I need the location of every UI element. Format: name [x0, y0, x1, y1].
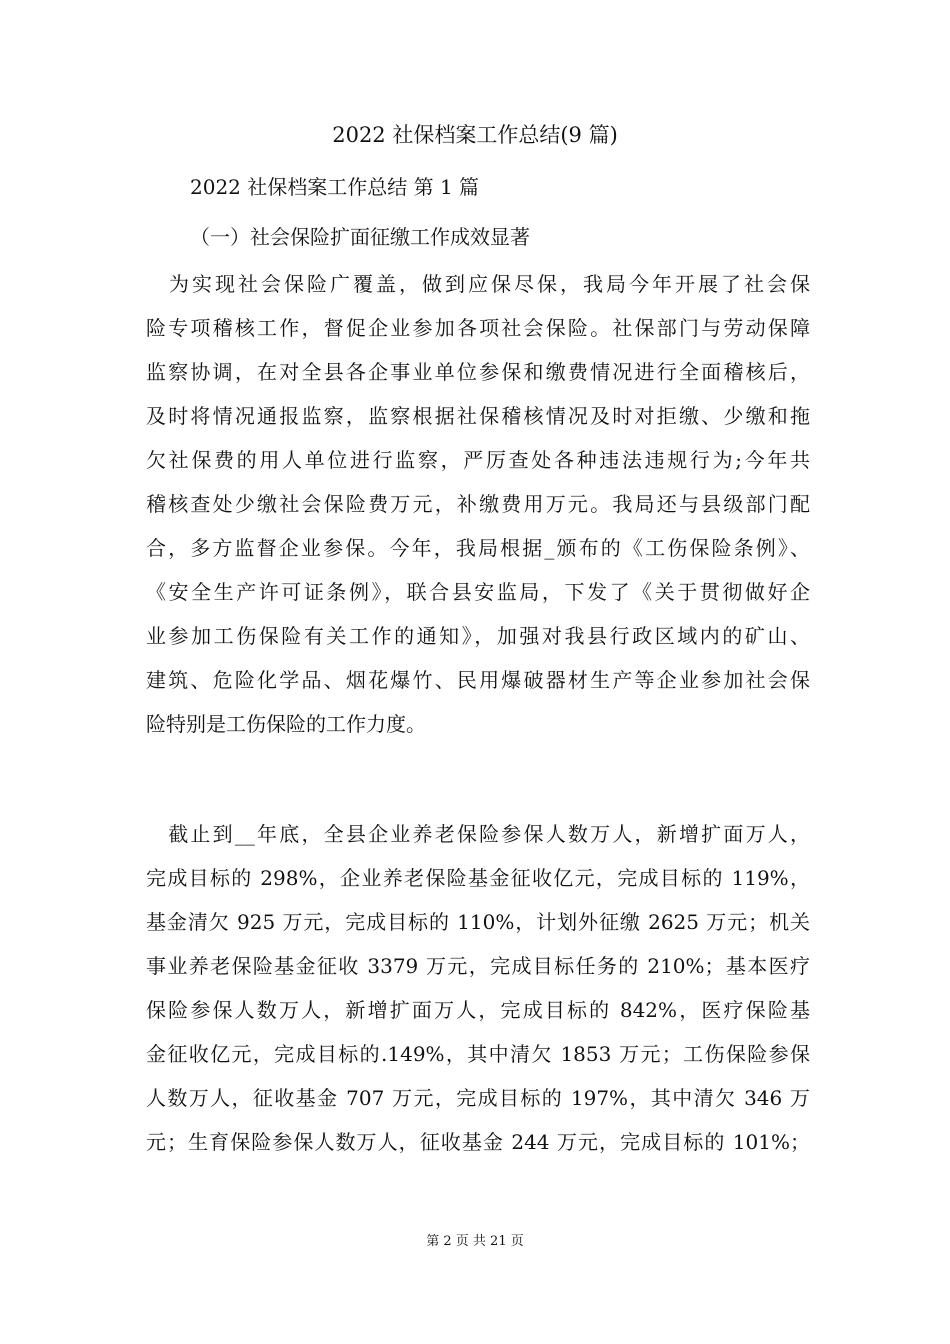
paragraph-line: 合，多方监督企业参保。今年，我局根据_颁布的《工伤保险条例》、	[146, 536, 810, 560]
paragraph-line: 稽核查处少缴社会保险费万元，补缴费用万元。我局还与县级部门配	[146, 492, 810, 516]
section-heading: （一）社会保险扩面征缴工作成效显著	[190, 225, 530, 249]
paragraph-line: 保险参保人数万人，新增扩面万人，完成目标的 842%，医疗保险基	[146, 998, 810, 1022]
paragraph-line: 业参加工伤保险有关工作的通知》，加强对我县行政区域内的矿山、	[146, 624, 810, 648]
paragraph-line: 险专项稽核工作，督促企业参加各项社会保险。社保部门与劳动保障	[146, 316, 810, 340]
paragraph-line: 金征收亿元，完成目标的.149%，其中清欠 1853 万元；工伤保险参保	[146, 1042, 810, 1066]
paragraph-line: 截止到__年底，全县企业养老保险参保人数万人，新增扩面万人，	[146, 822, 810, 846]
paragraph-line: 人数万人，征收基金 707 万元，完成目标的 197%，其中清欠 346 万	[146, 1086, 810, 1110]
paragraph-line: 险特别是工伤保险的工作力度。	[146, 712, 426, 736]
paragraph-line: 元；生育保险参保人数万人，征收基金 244 万元，完成目标的 101%；	[146, 1130, 810, 1154]
body-paragraph	[146, 262, 810, 746]
body-paragraph	[146, 812, 810, 1164]
paragraph-line: 基金清欠 925 万元，完成目标的 110%，计划外征缴 2625 万元；机关	[146, 910, 810, 934]
document-subtitle: 2022 社保档案工作总结 第 1 篇	[190, 175, 480, 199]
paragraph-line: 事业养老保险基金征收 3379 万元，完成目标任务的 210%；基本医疗	[146, 954, 810, 978]
page-footer: 第 2 页 共 21 页	[426, 1234, 524, 1249]
paragraph-line: 及时将情况通报监察，监察根据社保稽核情况及时对拒缴、少缴和拖	[146, 404, 810, 428]
paragraph-line: 监察协调，在对全县各企事业单位参保和缴费情况进行全面稽核后，	[146, 360, 810, 384]
paragraph-line: 欠社保费的用人单位进行监察，严厉查处各种违法违规行为;今年共	[146, 448, 810, 472]
paragraph-line: 完成目标的 298%，企业养老保险基金征收亿元，完成目标的 119%，	[146, 866, 810, 890]
paragraph-line: 《安全生产许可证条例》，联合县安监局，下发了《关于贯彻做好企	[146, 580, 810, 604]
paragraph-line: 为实现社会保险广覆盖，做到应保尽保，我局今年开展了社会保	[146, 272, 810, 296]
paragraph-line: 建筑、危险化学品、烟花爆竹、民用爆破器材生产等企业参加社会保	[146, 668, 810, 692]
document-title: 2022 社保档案工作总结(9 篇)	[332, 123, 618, 147]
